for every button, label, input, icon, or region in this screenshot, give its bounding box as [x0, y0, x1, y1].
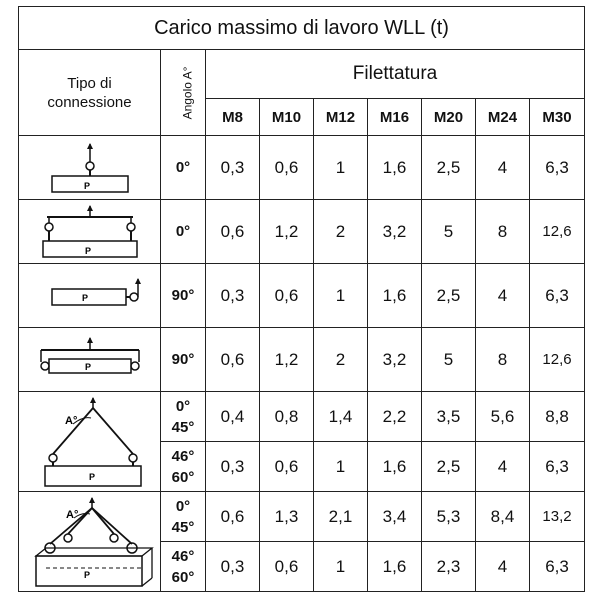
wll-cell: 1,6 [368, 136, 422, 200]
wll-cell: 8,4 [476, 492, 530, 542]
wll-cell: 1,6 [368, 442, 422, 492]
wll-cell: 2,5 [422, 264, 476, 328]
table-title: Carico massimo di lavoro WLL (t) [19, 7, 585, 50]
wll-cell: 2,3 [422, 542, 476, 592]
wll-cell: 1,6 [368, 542, 422, 592]
wll-cell: 12,6 [530, 200, 585, 264]
wll-cell: 1,4 [314, 392, 368, 442]
wll-cell: 4 [476, 542, 530, 592]
size-header: M20 [422, 99, 476, 136]
wll-cell: 1,2 [260, 200, 314, 264]
table-row [19, 136, 585, 200]
wll-cell: 2,5 [422, 136, 476, 200]
wll-cell: 4 [476, 136, 530, 200]
load-label: P [84, 361, 91, 372]
angle-cell [161, 442, 206, 492]
wll-table [18, 6, 585, 592]
wll-cell: 1 [314, 442, 368, 492]
angle-cell [161, 392, 206, 442]
wll-cell: 2,1 [314, 492, 368, 542]
angle-line2: 60° [171, 568, 195, 586]
angle-label: A° [65, 508, 78, 521]
two-point-vertical-beam-lift-icon [19, 200, 161, 264]
angle-header [161, 50, 206, 136]
wll-cell: 2,2 [368, 392, 422, 442]
angle-cell: 0° [161, 200, 206, 264]
wll-cell: 3,4 [368, 492, 422, 542]
wll-cell: 3,2 [368, 328, 422, 392]
wll-cell: 0,6 [206, 492, 260, 542]
four-leg-sling-icon [19, 492, 161, 592]
load-label: P [83, 180, 90, 191]
wll-cell: 6,3 [530, 264, 585, 328]
wll-cell: 6,3 [530, 136, 585, 200]
wll-cell: 0,8 [260, 392, 314, 442]
angle-line2: 45° [171, 418, 195, 436]
wll-cell: 5 [422, 328, 476, 392]
angle-line1: 0° [175, 397, 191, 415]
angle-line2: 60° [171, 468, 195, 486]
two-leg-sling-icon [19, 392, 161, 492]
wll-cell: 1,2 [260, 328, 314, 392]
wll-cell: 8 [476, 328, 530, 392]
single-side-pull-icon [19, 264, 161, 328]
connection-header-line2: connessione [47, 93, 132, 111]
table-row [19, 200, 585, 264]
wll-cell: 0,6 [260, 542, 314, 592]
wll-cell: 0,6 [206, 328, 260, 392]
wll-cell: 0,6 [260, 442, 314, 492]
wll-cell: 12,6 [530, 328, 585, 392]
wll-cell: 1 [314, 136, 368, 200]
wll-cell: 1,3 [260, 492, 314, 542]
wll-cell: 2,5 [422, 442, 476, 492]
wll-cell: 0,3 [206, 264, 260, 328]
wll-cell: 8,8 [530, 392, 585, 442]
angle-label: A° [64, 414, 77, 427]
wll-cell: 6,3 [530, 442, 585, 492]
angle-line1: 0° [175, 497, 191, 515]
angle-cell: 90° [161, 264, 206, 328]
wll-cell: 1,6 [368, 264, 422, 328]
wll-cell: 13,2 [530, 492, 585, 542]
wll-cell: 6,3 [530, 542, 585, 592]
wll-cell: 5,6 [476, 392, 530, 442]
angle-cell [161, 542, 206, 592]
wll-cell: 2 [314, 328, 368, 392]
size-header: M8 [206, 99, 260, 136]
wll-cell: 2 [314, 200, 368, 264]
wll-cell: 0,4 [206, 392, 260, 442]
wll-cell: 1 [314, 264, 368, 328]
wll-cell: 0,6 [260, 264, 314, 328]
size-header: M10 [260, 99, 314, 136]
angle-line2: 45° [171, 518, 195, 536]
load-label: P [84, 245, 91, 256]
wll-cell: 8 [476, 200, 530, 264]
table-row [19, 392, 585, 442]
table-row [19, 264, 585, 328]
wll-cell: 5,3 [422, 492, 476, 542]
wll-cell: 3,5 [422, 392, 476, 442]
angle-line1: 46° [171, 447, 195, 465]
angle-cell: 90° [161, 328, 206, 392]
table-row [19, 328, 585, 392]
wll-cell: 0,3 [206, 136, 260, 200]
single-vertical-lift-icon [19, 136, 161, 200]
load-label: P [88, 471, 95, 482]
angle-header-label: Angolo A° [180, 66, 195, 119]
size-header: M30 [530, 99, 585, 136]
wll-cell: 0,6 [260, 136, 314, 200]
angle-cell: 0° [161, 136, 206, 200]
load-label: P [83, 569, 90, 580]
size-header: M16 [368, 99, 422, 136]
threading-header: Filettatura [206, 50, 585, 99]
size-header: M12 [314, 99, 368, 136]
two-point-side-pull-icon [19, 328, 161, 392]
wll-cell: 4 [476, 264, 530, 328]
wll-cell: 5 [422, 200, 476, 264]
angle-cell [161, 492, 206, 542]
angle-line1: 46° [171, 547, 195, 565]
connection-type-header [19, 50, 161, 136]
wll-cell: 4 [476, 442, 530, 492]
wll-cell: 0,3 [206, 442, 260, 492]
load-label: P [81, 292, 88, 303]
wll-cell: 1 [314, 542, 368, 592]
size-header: M24 [476, 99, 530, 136]
table-row [19, 492, 585, 542]
connection-header-line1: Tipo di [67, 74, 112, 92]
wll-cell: 0,6 [206, 200, 260, 264]
wll-cell: 0,3 [206, 542, 260, 592]
wll-cell: 3,2 [368, 200, 422, 264]
